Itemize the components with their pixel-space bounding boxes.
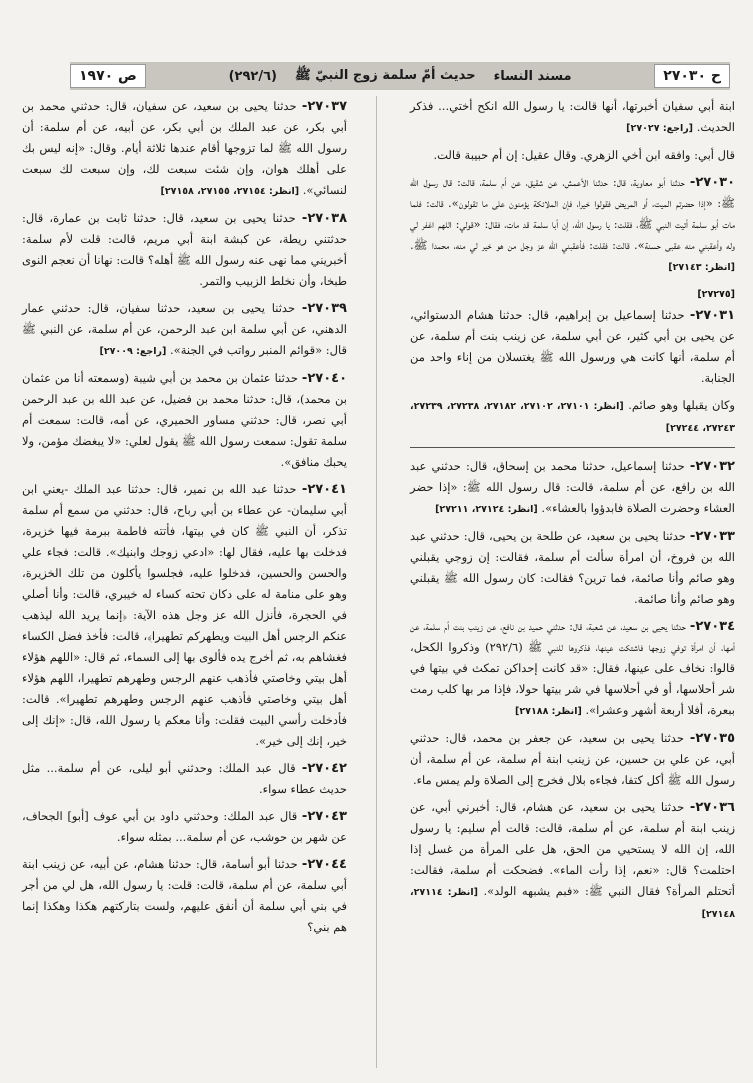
hadith-entry xyxy=(410,797,735,925)
hadith-entry xyxy=(410,395,735,439)
hadith-text: حدثنا أبو أسامة، قال: حدثنا هشام، عن أبيه، عن زينب ابنة أبي سلمة، عن أم سلمة، قالت: قلت: يا رسول الله، هل لي من أجر في بني أبي سلمة أن أنفق عليهم، ولست بتاركتهم هكذا وهكذا إنما هم بني؟ xyxy=(22,857,347,934)
hadith-number-label: ٢٧٠٣٧- xyxy=(301,99,348,114)
hadith-text: قال عبد الملك: وحدثني أبو ليلى، عن أم سلمة... مثل حديث عطاء سواء. xyxy=(22,761,347,796)
hadith-number-label: ٢٧٠٤٣- xyxy=(301,809,347,824)
hadith-number-label: ٢٧٠٤١- xyxy=(301,482,347,497)
hadith-entry xyxy=(22,806,347,848)
hadith-text: قال أبي: وافقه ابن أخي الزهري. وقال عقيل: إن أم حبيبة قالت. xyxy=(433,148,735,162)
header-titles xyxy=(229,67,572,86)
hadith-entry xyxy=(22,368,347,473)
hadith-entry xyxy=(22,298,347,362)
cross-reference: [راجع: ٢٧٠٠٩] xyxy=(99,346,167,357)
chapter-title: حديث أمّ سلمة زوج النبيّ ﷺ xyxy=(295,67,476,83)
page-header xyxy=(70,62,730,90)
hadith-number-label: ٢٧٠٣٩- xyxy=(301,301,347,316)
hadith-number-label: ٢٧٠٤٤- xyxy=(301,857,347,872)
hadith-text: حدثنا عبد الله بن نمير، قال: حدثنا عبد الملك -يعني ابن أبي سليمان- عن عطاء بن أبي رباح، قال: حدثني من سمع أم سلمة تذكر، أن النبي ﷺ كان في بيتها، فأتته فاطمة ببرمة فيها خزيرة، فدخلت بها عليه، فقال لها: «ادعي زوجك وابنيك». قالت: فجاء علي والحسن والحسين، فدخلوا عليه، فجلسوا يأكلون من تلك الخزيرة، وهو على منامة له على دكان تحته كساء له خيبري، قالت: وأنا أصلي في الحجرة، فأنزل الله عز وجل هذه الآية: ﴿إنما يريد الله ليذهب عنكم الرجس أهل البيت ويطهركم تطهيرا﴾، قالت: فأخذ فضل الكساء فغشاهم به، ثم أخرج يده فألوى بها إلى السماء، ثم قال: «اللهم هؤلاء أهل بيتي وخاصتي فأذهب عنهم الرجس وطهرهم تطهيرا، اللهم هؤلاء أهل بيتي وخاصتي فأذهب عنهم الرجس وطهرهم تطهيرا». قالت: فأدخلت رأسي البيت فقلت: وأنا معكم يا رسول الله، قال: «إنك إلى خير، إنك إلى خير». xyxy=(22,482,347,748)
hadith-entry xyxy=(410,172,735,278)
hadith-text: حدثنا إسماعيل، حدثنا محمد بن إسحاق، قال: حدثني عبد الله بن رافع، عن أم سلمة، قالت: قال رسول الله ﷺ: «إذا حضر العشاء وحضرت الصلاة فابدؤوا بالعشاء». xyxy=(410,459,735,515)
hadith-text: حدثنا يحيى بن سعيد، عن هشام، قال: أخبرني أبي، عن زينب ابنة أم سلمة، عن أم سلمة، قالت: قالت أم سليم: يا رسول الله، إن الله لا يستحيي من الحق، هل على المرأة من غسل إذا احتلمت؟ قال: «نعم، إذا رأت الماء». فضحكت أم سلمة، فقالت: أتحتلم المرأة؟ فقال النبي ﷺ: «فبم يشبهه الولد». xyxy=(410,800,735,898)
hadith-number-label: ٢٧٠٣٠- xyxy=(689,175,736,190)
hadith-number-label: ٢٧٠٤٢- xyxy=(301,761,347,776)
hadith-number-label: ٢٧٠٣٤- xyxy=(689,619,736,634)
hadith-entry xyxy=(22,854,347,938)
cross-reference: [انظر: ٢٧١١٤، ٢٧١٤٨] xyxy=(410,887,735,920)
hadith-text: حدثنا إسماعيل بن إبراهيم، قال: حدثنا هشام الدستوائي، عن يحيى بن أبي كثير، عن أبي سلمة، عن زينب بنت أم سلمة، عن أم سلمة، أنها كانت هي ورسول الله ﷺ يغتسلان من إناء واحد من الجنابة. xyxy=(410,308,735,385)
cross-reference: [انظر: ٢٧١٨٨] xyxy=(515,706,582,717)
hadith-number-label: ٢٧٠٤٠- xyxy=(301,371,348,386)
hadith-text: حدثنا أبو معاوية، قال: حدثنا الأعمش، عن شقيق، عن أم سلمة، قالت: قال رسول الله ﷺ: «إذا حضرتم الميت، أو المريض فقولوا خيرا، فإن الملائكة يؤمنون على ما تقولون». قالت: فلما مات أبو سلمة أتيت النبي ﷺ، فقلت: يا رسول الله، إن أبا سلمة قد مات، فقال: «قولي: اللهم اغفر لي وله وأعقبني منه عقبى حسنة». قالت: فقلت: فأعقبني الله عز وجل من هو خير لي منه، محمدا ﷺ. xyxy=(410,175,735,252)
hadith-text: حدثنا عثمان بن محمد بن أبي شيبة (وسمعته أنا من عثمان بن محمد)، قال: حدثنا محمد بن فضيل، عن عبد الله بن عبد الرحمن أبي نصر، قال: حدثني مساور الحميري، عن أمه، قالت: سمعت أم سلمة تقول: سمعت رسول الله ﷺ يقول لعلي: «لا يبغضك مؤمن، ولا يحبك منافق». xyxy=(22,371,347,469)
hadith-text: حدثنا يحيى بن سعيد، عن سفيان، قال: حدثني محمد بن أبي بكر، عن عبد الملك بن أبي بكر، عن أبيه، عن أم سلمة: أن رسول الله ﷺ لما تزوجها أقام عندها ثلاثة أيام. وقال: «إنه ليس بك على أهلك هوان، وإن شئت سبعت لك، وإن سبعت لك سبعت لنسائي». xyxy=(22,99,347,197)
column-divider xyxy=(376,96,377,1068)
cross-reference: [انظر: ٢٧١٢٤، ٢٧٢١١] xyxy=(435,504,538,515)
hadith-number-label: ٢٧٠٣٣- xyxy=(689,529,735,544)
hadith-number-label: ٢٧٠٣٦- xyxy=(689,800,735,815)
page-number: ص ١٩٧٠ xyxy=(70,64,146,88)
hadith-entry xyxy=(410,616,735,722)
cross-reference: [راجع: ٢٧٠٢٧] xyxy=(626,123,694,134)
hadith-entry xyxy=(22,758,347,800)
hadith-text: ابنة أبي سفيان أخبرتها، أنها قالت: يا رسول الله انكح أختي... فذكر الحديث. xyxy=(410,99,735,134)
hadith-entry xyxy=(410,96,735,139)
cross-reference: [انظر: ٢٧١٤٣] xyxy=(668,262,735,273)
hadith-text: حدثنا يحيى بن سعيد، عن شعبة، قال: حدثني حميد بن نافع، عن زينب بنت أم سلمة، عن أمها، أن امرأة توفي زوجها فاشتكت عينها، فذكروها للنبي ﷺ (٢٩٢/٦) وذكروا الكحل، قالوا: نخاف على عينها، فقال: «قد كانت إحداكن تمكث في بيتها في شر أحلاسها، أو في أحلاسها في شر بيتها حولا، فإذا مر بها كلب رمت ببعرة، أفلا أربعة أشهر وعشرا». xyxy=(410,619,736,717)
cross-reference: [انظر: ٢٧١٠١، ٢٧١٠٢، ٢٧١٨٢، ٢٧٢٣٨، ٢٧٢٣٩، ٢٧٢٤٣، ٢٧٢٤٤] xyxy=(410,401,735,434)
hadith-number-label: ٢٧٠٣٥- xyxy=(689,731,736,746)
cross-reference: [انظر: ٢٧١٥٤، ٢٧١٥٥، ٢٧١٥٨] xyxy=(160,186,300,197)
hadith-text: قال عبد الملك: وحدثني داود بن أبي عوف [أبو] الجحاف، عن شهر بن حوشب، عن أم سلمة... بمثله سواء. xyxy=(22,809,347,844)
hadith-number: ح ٢٧٠٣٠ xyxy=(654,64,730,88)
hadith-text: وكان يقبلها وهو صائم. xyxy=(628,398,735,412)
hadith-entry xyxy=(410,526,735,610)
hadith-text: حدثنا يحيى بن سعيد، حدثنا سفيان، قال: حدثني عمار الدهني، عن أبي سلمة ابن عبد الرحمن، عن أم سلمة، عن النبي ﷺ قال: «قوائم المنبر رواتب في الجنة». xyxy=(22,301,347,357)
right-column xyxy=(410,96,735,931)
margin-marker: [٢٧٢٧٥] xyxy=(697,289,735,300)
hadith-entry xyxy=(410,728,735,791)
hadith-number-label: ٢٧٠٣١- xyxy=(689,308,736,323)
hadith-text: حدثنا يحيى بن سعيد، عن طلحة بن يحيى، قال: حدثني عبد الله بن فروخ، أن امرأة سألت أم سلمة، فقالت: إن زوجي يقبلني وهو صائم وأنا صائمة، فما ترين؟ فقالت: كان رسول الله ﷺ يقبلني وهو صائم وأنا صائمة. xyxy=(410,529,735,606)
hadith-entry xyxy=(410,305,735,389)
hadith-number-label: ٢٧٠٣٨- xyxy=(301,211,348,226)
hadith-entry xyxy=(22,208,347,292)
hadith-entry xyxy=(22,96,347,202)
section-divider xyxy=(410,447,735,448)
left-column xyxy=(22,96,347,944)
volume-ref: (٢٩٢/٦) xyxy=(228,68,277,84)
hadith-text: حدثنا يحيى بن سعيد، قال: حدثنا ثابت بن عمارة، قال: حدثتني ريطة، عن كبشة ابنة أبي مريم، قالت: قلت لأم سلمة: أخبريني مما نهى عنه رسول الله ﷺ أهله؟ قالت: نهانا أن نعجم النوى طبخا، وأن نخلط الزبيب والتمر. xyxy=(22,211,347,288)
hadith-entry xyxy=(410,456,735,520)
hadith-text: حدثنا يحيى بن سعيد، عن جعفر بن محمد، قال: حدثني أبي، عن علي بن حسين، عن زينب ابنة أم سلمة، عن أم سلمة، أن رسول الله ﷺ أكل كتفا، فجاءه بلال فخرج إلى الصلاة ولم يمس ماء. xyxy=(410,731,735,787)
hadith-entry xyxy=(22,479,347,752)
hadith-number-label: ٢٧٠٣٢- xyxy=(689,459,735,474)
hadith-entry xyxy=(410,145,735,166)
book-title: مسند النساء xyxy=(493,68,572,84)
